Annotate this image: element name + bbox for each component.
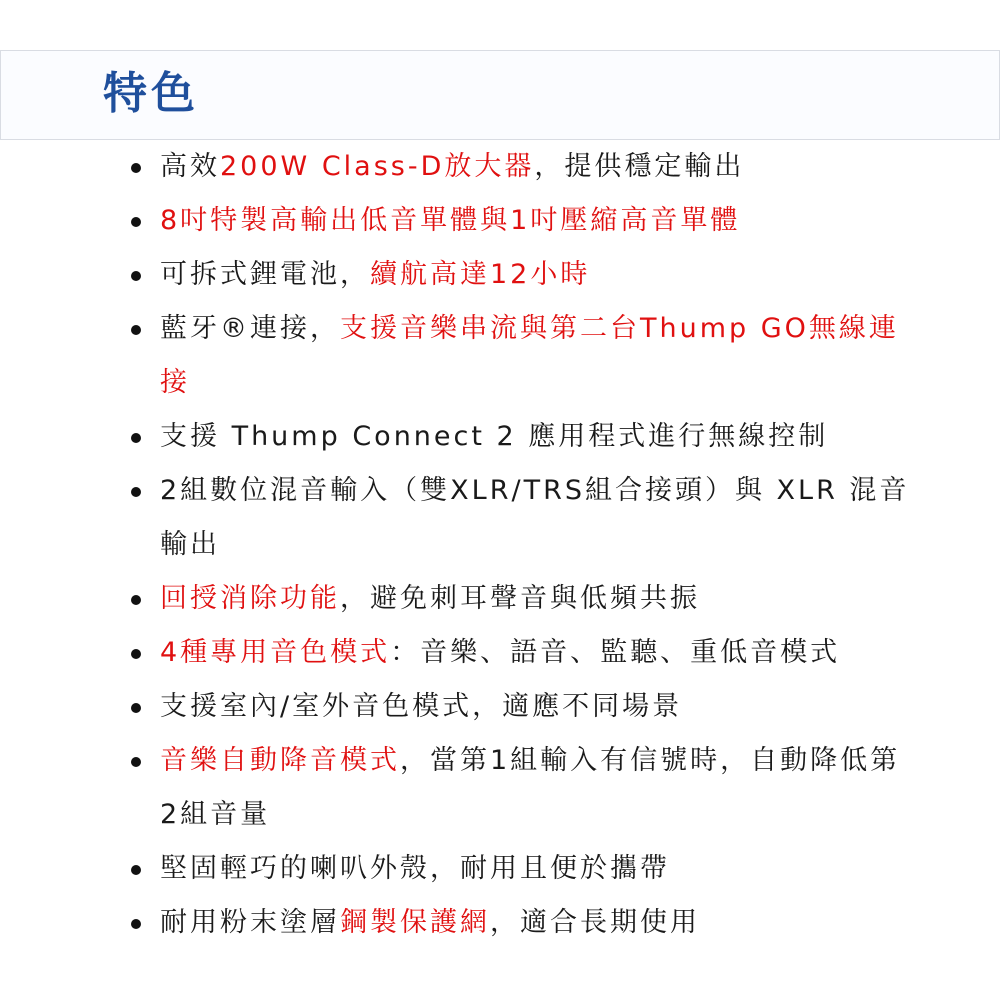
feature-item — [0, 842, 1000, 896]
feature-text: 支援 Thump Connect 2 應用程式進行無線控制 — [160, 421, 829, 452]
feature-text: 支援室內/室外音色模式，適應不同場景 — [160, 691, 683, 722]
bullet-icon — [131, 163, 141, 173]
feature-item — [0, 410, 1000, 464]
feature-highlight-text: 8吋特製高輸出低音單體與1吋壓縮高音單體 — [160, 205, 741, 236]
feature-highlight-text: 鋼製保護網 — [340, 907, 490, 938]
section-title: 特色 — [103, 68, 199, 119]
feature-item — [0, 248, 1000, 302]
bullet-icon — [131, 487, 141, 497]
feature-item — [0, 302, 1000, 410]
bullet-icon — [131, 271, 141, 281]
bullet-icon — [131, 919, 141, 929]
feature-item — [0, 140, 1000, 194]
feature-text: 高效 — [160, 151, 220, 182]
feature-highlight-text: 200W Class-D放大器 — [220, 151, 535, 182]
bullet-icon — [131, 865, 141, 875]
section-header — [0, 50, 1000, 140]
feature-highlight-text: 續航高達12小時 — [370, 259, 591, 290]
feature-item — [0, 626, 1000, 680]
feature-text: 耐用粉末塗層 — [160, 907, 340, 938]
bullet-icon — [131, 703, 141, 713]
feature-item — [0, 734, 1000, 842]
feature-highlight-text: 支援音樂串流與第二台Thump GO無線連接 — [160, 313, 899, 398]
feature-highlight-text: 4種專用音色模式 — [160, 637, 391, 668]
feature-item — [0, 896, 1000, 950]
feature-highlight-text: 音樂自動降音模式 — [160, 745, 400, 776]
feature-highlight-text: 回授消除功能 — [160, 583, 340, 614]
bullet-icon — [131, 325, 141, 335]
feature-text: ，適合長期使用 — [490, 907, 700, 938]
bullet-icon — [131, 649, 141, 659]
feature-item — [0, 194, 1000, 248]
bullet-icon — [131, 757, 141, 767]
feature-text: 2組數位混音輸入（雙XLR/TRS組合接頭）與 XLR 混音輸出 — [160, 475, 910, 560]
feature-text: 可拆式鋰電池， — [160, 259, 370, 290]
feature-text: 藍牙®連接， — [160, 313, 340, 344]
bullet-icon — [131, 595, 141, 605]
feature-item — [0, 680, 1000, 734]
feature-text: ，避免刺耳聲音與低頻共振 — [340, 583, 700, 614]
bullet-icon — [131, 433, 141, 443]
bullet-icon — [131, 217, 141, 227]
feature-text: 堅固輕巧的喇叭外殼，耐用且便於攜帶 — [160, 853, 670, 884]
feature-text: ，當第1組輸入有信號時，自動降低第2組音量 — [160, 745, 901, 830]
feature-text: ，提供穩定輸出 — [534, 151, 745, 182]
feature-item — [0, 572, 1000, 626]
feature-list — [0, 140, 1000, 950]
feature-item — [0, 464, 1000, 572]
feature-text: ：音樂、語音、監聽、重低音模式 — [390, 637, 841, 668]
